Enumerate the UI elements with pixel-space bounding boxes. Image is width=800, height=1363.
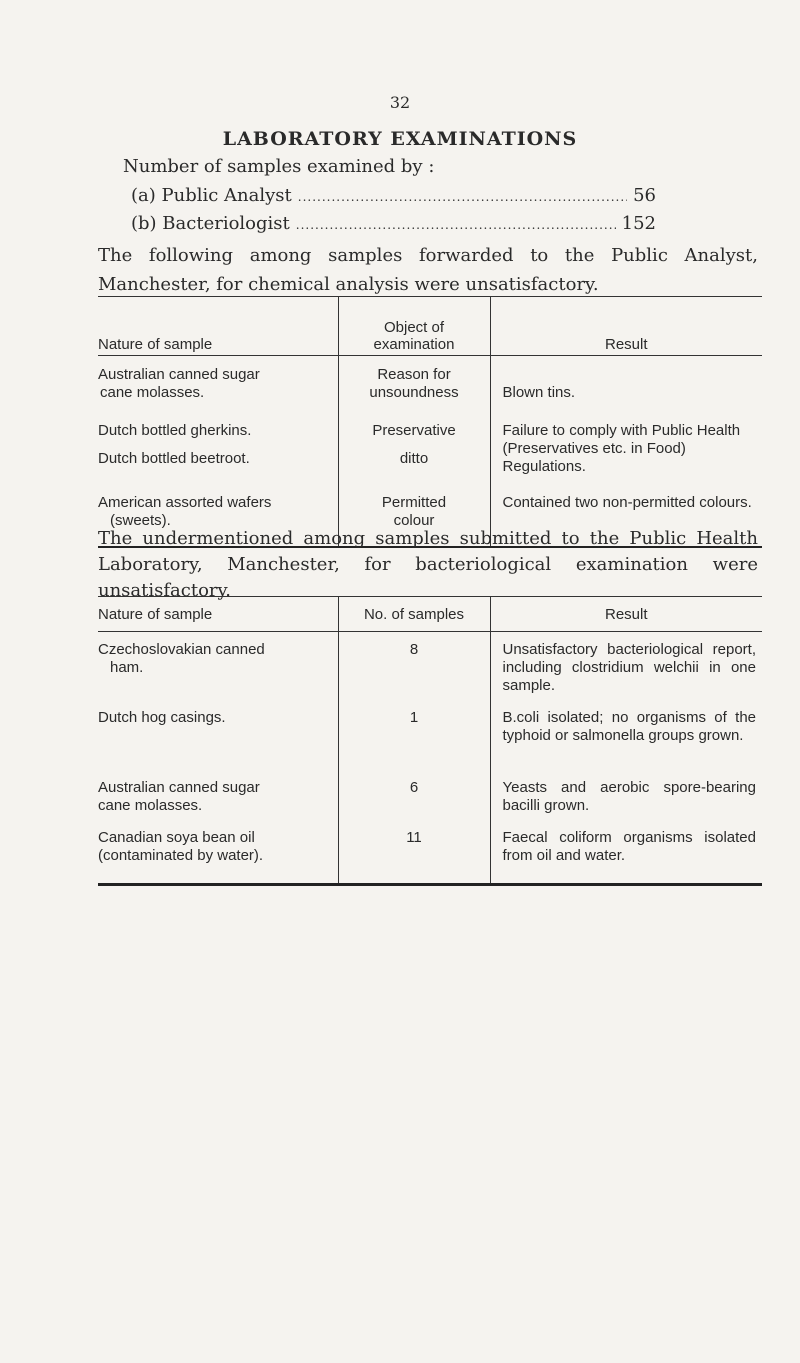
paragraph-chemical: The following among samples forwarded to the Public Analyst, Manchester, for chemical analysis were unsatisfactory. [98,245,758,295]
sample-cell: Czechoslovakian canned ham. [98,641,265,676]
paragraph-bacteriological: The undermentioned among samples submitted to the Public Health Laboratory, Manchester, for bacteriological examination were unsatisfactory. [98,528,758,601]
table-row [98,823,762,885]
sample-cell: Dutch bottled beetroot. [98,450,250,467]
table-row [98,703,762,773]
dot-leader [296,218,616,232]
count-cell: 11 [338,823,490,885]
result-cell: Unsatisfactory bacteriological report, including clostridium welchii in one sample. [490,632,762,704]
header-result: Result [490,597,762,632]
result-cell: Faecal coliform organisms isolated from oil and water. [490,823,762,885]
header-nature: Nature of sample [98,297,338,356]
result-cell: Blown tins. [490,356,762,417]
dot-leader [298,190,627,204]
header-object: Object of examination [338,297,490,356]
count-cell: 8 [338,632,490,704]
sample-cell: Dutch bottled gherkins. [98,422,252,439]
count-bacteriologist [131,213,656,234]
count-value: 56 [633,185,656,206]
result-cell: Contained two non-permitted colours. [490,490,762,547]
table-header [98,297,762,356]
sample-cell: American assorted wafers (sweets). [98,494,272,529]
object-cell: Permitted colour [338,490,490,547]
header-result: Result [490,297,762,356]
chemical-analysis-table [98,296,762,548]
sample-cell: Australian canned sugar cane molasses. [98,779,260,814]
count-public-analyst [131,185,656,206]
result-cell: Yeasts and aerobic spore-bearing bacilli grown. [490,773,762,823]
header-nature: Nature of sample [98,597,338,632]
sample-cell: Canadian soya bean oil (contaminated by water). [98,829,264,864]
page-title: LABORATORY EXAMINATIONS [222,128,578,150]
page-number: 32 [389,93,411,112]
object-cell: Reason for unsoundness [338,356,490,417]
count-cell: 1 [338,703,490,773]
sample-cell: Dutch hog casings. [98,709,226,726]
count-cell: 6 [338,773,490,823]
object-cell: Preservative [338,416,490,450]
table-header [98,597,762,632]
sample-cell: Australian canned sugar cane molasses. [98,366,260,401]
table-row [98,356,762,417]
object-cell: ditto [338,450,490,490]
count-label: (b) Bacteriologist [131,213,290,234]
table-row [98,416,762,450]
table-row [98,632,762,704]
header-count: No. of samples [338,597,490,632]
result-cell: B.coli isolated; no organisms of the typhoid or salmonella groups grown. [490,703,762,773]
count-value: 152 [621,213,656,234]
table-row [98,773,762,823]
bacteriological-table [98,596,762,886]
intro-text: Number of samples examined by : [123,156,435,177]
result-cell: Failure to comply with Public Health (Preservatives etc. in Food) Regulations. [490,416,762,490]
count-label: (a) Public Analyst [131,185,292,206]
